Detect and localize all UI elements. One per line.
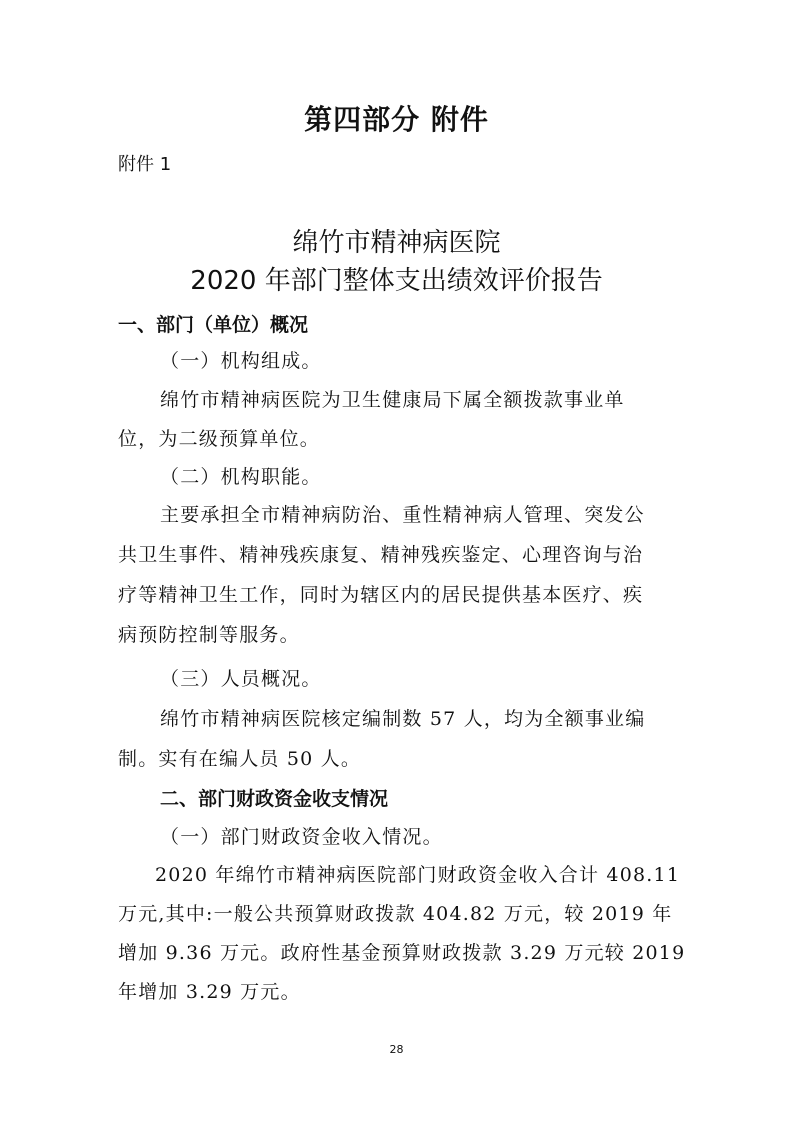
page-number: 28 (389, 1043, 404, 1056)
section1-sub2-line: 主要承担全市精神病防治、重性精神病人管理、突发公 (160, 504, 645, 526)
attachment-label: 附件 1 (118, 154, 172, 175)
part-title: 第四部分 附件 (304, 103, 489, 136)
section1-sub2-line: 病预防控制等服务。 (118, 624, 300, 646)
section1-sub1-line: 位，为二级预算单位。 (118, 428, 321, 450)
section2-sub1-line: 增加 9.36 万元。政府性基金预算财政拨款 3.29 万元较 2019 (118, 942, 686, 964)
section1-sub2-line: 共卫生事件、精神残疾康复、精神残疾鉴定、心理咨询与治 (118, 544, 644, 566)
section2-sub1-line: 年增加 3.29 万元。 (118, 981, 301, 1003)
section1-sub2-heading: （二）机构职能。 (160, 466, 322, 488)
section1-sub2-line: 疗等精神卫生工作，同时为辖区内的居民提供基本医疗、疾 (118, 584, 644, 606)
section1-sub1-heading: （一）机构组成。 (160, 350, 322, 372)
section2-heading: 二、部门财政资金收支情况 (160, 788, 389, 810)
section1-heading: 一、部门（单位）概况 (118, 314, 309, 336)
section1-sub3-line: 绵竹市精神病医院核定编制数 57 人，均为全额事业编 (160, 708, 646, 730)
section2-sub1-line: 万元,其中:一般公共预算财政拨款 404.82 万元，较 2019 年 (118, 903, 673, 925)
section1-sub3-heading: （三）人员概况。 (160, 668, 322, 690)
section1-sub3-line: 制。实有在编人员 50 人。 (118, 748, 362, 770)
section2-sub1-heading: （一）部门财政资金收入情况。 (160, 826, 443, 848)
section1-sub1-line: 绵竹市精神病医院为卫生健康局下属全额拨款事业单 (160, 389, 625, 411)
report-title-line2: 2020 年部门整体支出绩效评价报告 (190, 266, 603, 296)
section2-sub1-line: 2020 年绵竹市精神病医院部门财政资金收入合计 408.11 (155, 864, 681, 886)
report-title-line1: 绵竹市精神病医院 (292, 228, 501, 258)
